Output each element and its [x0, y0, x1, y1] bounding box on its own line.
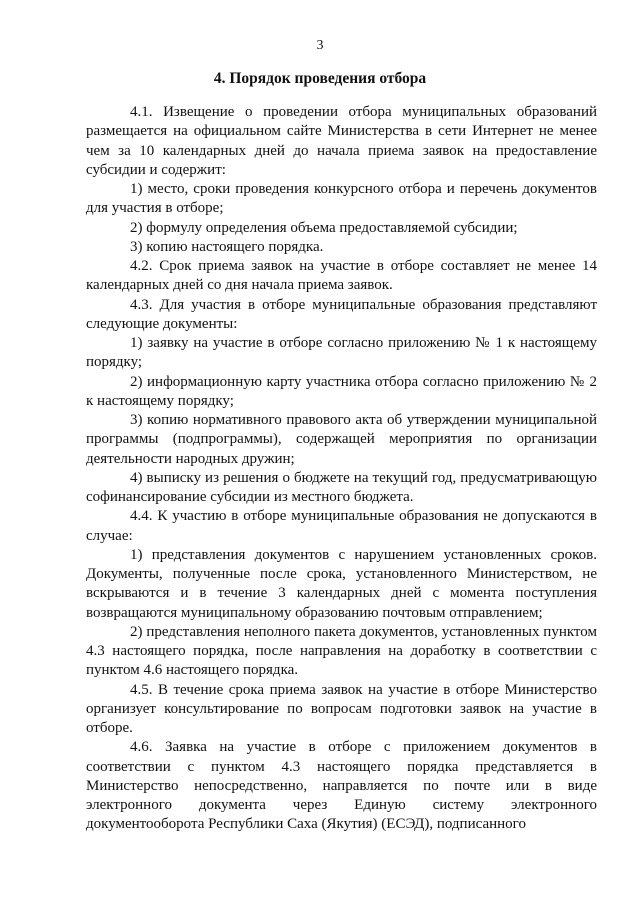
- document-body: [86, 103, 597, 835]
- paragraph-4-1-item-2: 2) формулу определения объема предоставляемой субсидии;: [130, 219, 518, 236]
- paragraph-4-4-item-1: 1) представления документов с нарушением установленных сроков. Документы, полученные после срока, установленного Министерством, не вскрываются и в течение 3 календарных дней с момента поступления возвращаются муниципальному образованию почтовым отправлением;: [86, 546, 597, 621]
- paragraph-4-1-item-3: 3) копию настоящего порядка.: [130, 238, 324, 255]
- paragraph-4-3: 4.3. Для участия в отборе муниципальные образования представляют следующие документы:: [86, 296, 597, 332]
- section-heading: 4. Порядок проведения отбора: [213, 70, 427, 87]
- paragraph-4-6: 4.6. Заявка на участие в отборе с приложением документов в соответствии с пунктом 4.3 настоящего порядка представляется в Министерство непосредственно, направляется по почте или в виде электронного документа через Единую систему электронного документооборота Республики Саха (Якутия) (ЕСЭД), подписанного: [86, 739, 597, 833]
- page-number: 3: [316, 38, 324, 53]
- paragraph-4-3-item-1: 1) заявку на участие в отборе согласно приложению № 1 к настоящему порядку;: [86, 335, 597, 371]
- paragraph-4-1: 4.1. Извещение о проведении отбора муниципальных образований размещается на официальном сайте Министерства в сети Интернет не менее чем за 10 календарных дней до начала приема заявок на предоставление субсидии и содержит:: [86, 104, 597, 178]
- paragraph-4-2: 4.2. Срок приема заявок на участие в отборе составляет не менее 14 календарных дней со дня начала приема заявок.: [86, 258, 597, 294]
- paragraph-4-3-item-4: 4) выписку из решения о бюджете на текущий год, предусматривающую софинансирование субсидии из местного бюджета.: [86, 469, 597, 505]
- paragraph-4-3-item-3: 3) копию нормативного правового акта об утверждении муниципальной программы (подпрограммы), содержащей мероприятия по организации деятельности народных дружин;: [86, 412, 597, 467]
- paragraph-4-1-item-1: 1) место, сроки проведения конкурсного отбора и перечень документов для участия в отборе;: [86, 181, 597, 217]
- paragraph-4-4: 4.4. К участию в отборе муниципальные образования не допускаются в случае:: [86, 508, 597, 544]
- paragraph-4-5: 4.5. В течение срока приема заявок на участие в отборе Министерство организует консультирование по вопросам подготовки заявок на участие в отборе.: [86, 681, 597, 736]
- paragraph-4-4-item-2: 2) представления неполного пакета документов, установленных пунктом 4.3 настоящего порядка, после направления на доработку в соответствии с пунктом 4.6 настоящего порядка.: [86, 623, 597, 679]
- paragraph-4-3-item-2: 2) информационную карту участника отбора согласно приложению № 2 к настоящему порядку;: [86, 373, 597, 409]
